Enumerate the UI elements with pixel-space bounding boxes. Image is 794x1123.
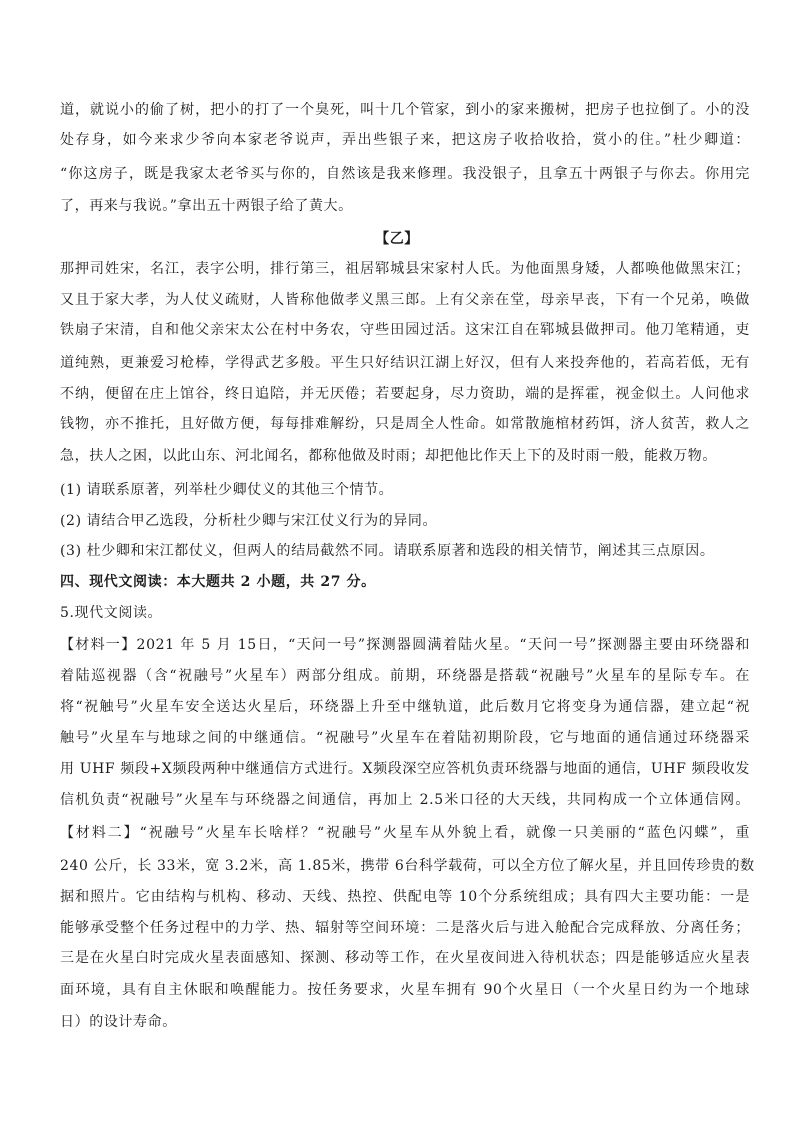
paragraph-line: 三是在火星白时完成火星表面感知、探测、移动等工作，在火星夜间进入待机状态；四是能够适应火星表 [60,950,750,966]
paragraph-line: 急，扶人之困，以此山东、河北闻名，都称他做及时雨；却把他比作天上下的及时雨一般，能救万物。 [60,448,717,464]
question-3: (3) 杜少卿和宋江都仗义，但两人的结局截然不同。请联系原著和选段的相关情节，阐述其三点原因。 [60,543,715,559]
paragraph-line: 处存身，如今来求少爷向本家老爷说声，弄出些银子来，把这房子收拾收拾，赏小的住。”杜少卿道： [60,132,750,148]
paragraph-line: 又且于家大孝，为人仗义疏财，人皆称他做孝义黑三郎。上有父亲在堂，母亲早丧，下有一个兄弟，唤做 [60,292,750,308]
paragraph-line: 道，就说小的偷了树，把小的打了一个臭死，叫十几个管家，到小的家来搬树，把房子也拉倒了。小的没 [60,102,750,118]
question-5-title: 5.现代文阅读。 [60,605,163,621]
paragraph-line: 触号”火星车与地球之间的中继通信。“祝融号”火星车在着陆初期阶段，它与地面的通信通过环绕器采 [60,730,750,746]
paragraph-line: “你这房子，既是我家太老爷买与你的，自然该是我来修理。我没银子，且拿五十两银子与你去。你用完 [60,166,750,182]
question-1: (1) 请联系原著，列举杜少卿仗义的其他三个情节。 [60,482,394,498]
paragraph-line: 据和照片。它由结构与机构、移动、天线、热控、供配电等 10个分系统组成；具有四大主要功能：一是 [60,889,750,905]
paragraph-line: 240 公斤，长 33米，宽 3.2米，高 1.85米，携带 6台科学载荷，可以全方位了解火星，并且回传珍贵的数 [60,858,755,874]
paragraph-line: 用 UHF 频段+X频段两种中继通信方式进行。X频段深空应答机负责环绕器与地面的通信，UHF 频段收发 [60,761,750,777]
paragraph-line: 钱物，亦不推托，且好做方便，每每排难解纷，只是周全人性命。如常散施棺材药饵，济人贫苦，救人之 [60,416,750,432]
paragraph-line: 面环境，具有自主休眠和唤醒能力。按任务要求，火星车拥有 90个火星日（一个火星日约为一个地球 [60,982,750,998]
paragraph-line: 道纯熟，更兼爱习枪棒，学得武艺多般。平生只好结识江湖上好汉，但有人来投奔他的，若高若低，无有 [60,355,750,371]
paragraph-line: 【材料二】“祝融号”火星车长啥样？“祝融号”火星车从外貌上看，就像一只美丽的“蓝色闪蝶”，重 [60,825,750,841]
paragraph-line: 能够承受整个任务过程中的力学、热、辐射等空间环境：二是落火后与进入舱配合完成释放、分离任务； [60,920,750,936]
paragraph-line: 信机负责“祝融号”火星车与环绕器之间通信，再加上 2.5米口径的大天线，共同构成一个立体通信网。 [60,792,750,808]
paragraph-line: 着陆巡视器（含“祝融号”火星车）两部分组成。前期，环绕器是搭载“祝融号”火星车的星际专车。在 [60,668,750,684]
paragraph-line: 将“祝触号”火星车安全送达火星后，环绕器上升至中继轨道，此后数月它将变身为通信器，建立起“祝 [60,699,750,715]
paragraph-line: 日）的设计寿命。 [60,1014,177,1030]
section-heading: 四、现代文阅读：本大题共 2 小题，共 27 分。 [60,574,376,590]
paragraph-line: 铁扇子宋清，自和他父亲宋太公在村中务农，守些田园过活。这宋江自在郓城县做押司。他刀笔精通，吏 [60,322,750,338]
paragraph-line: 【材料一】2021 年 5 月 15日，“天问一号”探测器圆满着陆火星。“天问一号”探测器主要由环绕器和 [60,637,750,653]
question-2: (2) 请结合甲乙选段，分析杜少卿与宋江仗义行为的异同。 [60,513,438,529]
section-title-yi: 【乙】 [375,231,419,247]
paragraph-line: 了，再来与我说。”拿出五十两银子给了黄大。 [60,198,353,214]
paragraph-line: 那押司姓宋，名江，表字公明，排行第三，祖居郓城县宋家村人氏。为他面黑身矮，人都唤他做黑宋江； [60,261,750,277]
paragraph-line: 不纳，便留在庄上馆谷，终日追陪，并无厌倦；若要起身，尽力资助，端的是挥霍，视金似土。人问他求 [60,386,750,402]
